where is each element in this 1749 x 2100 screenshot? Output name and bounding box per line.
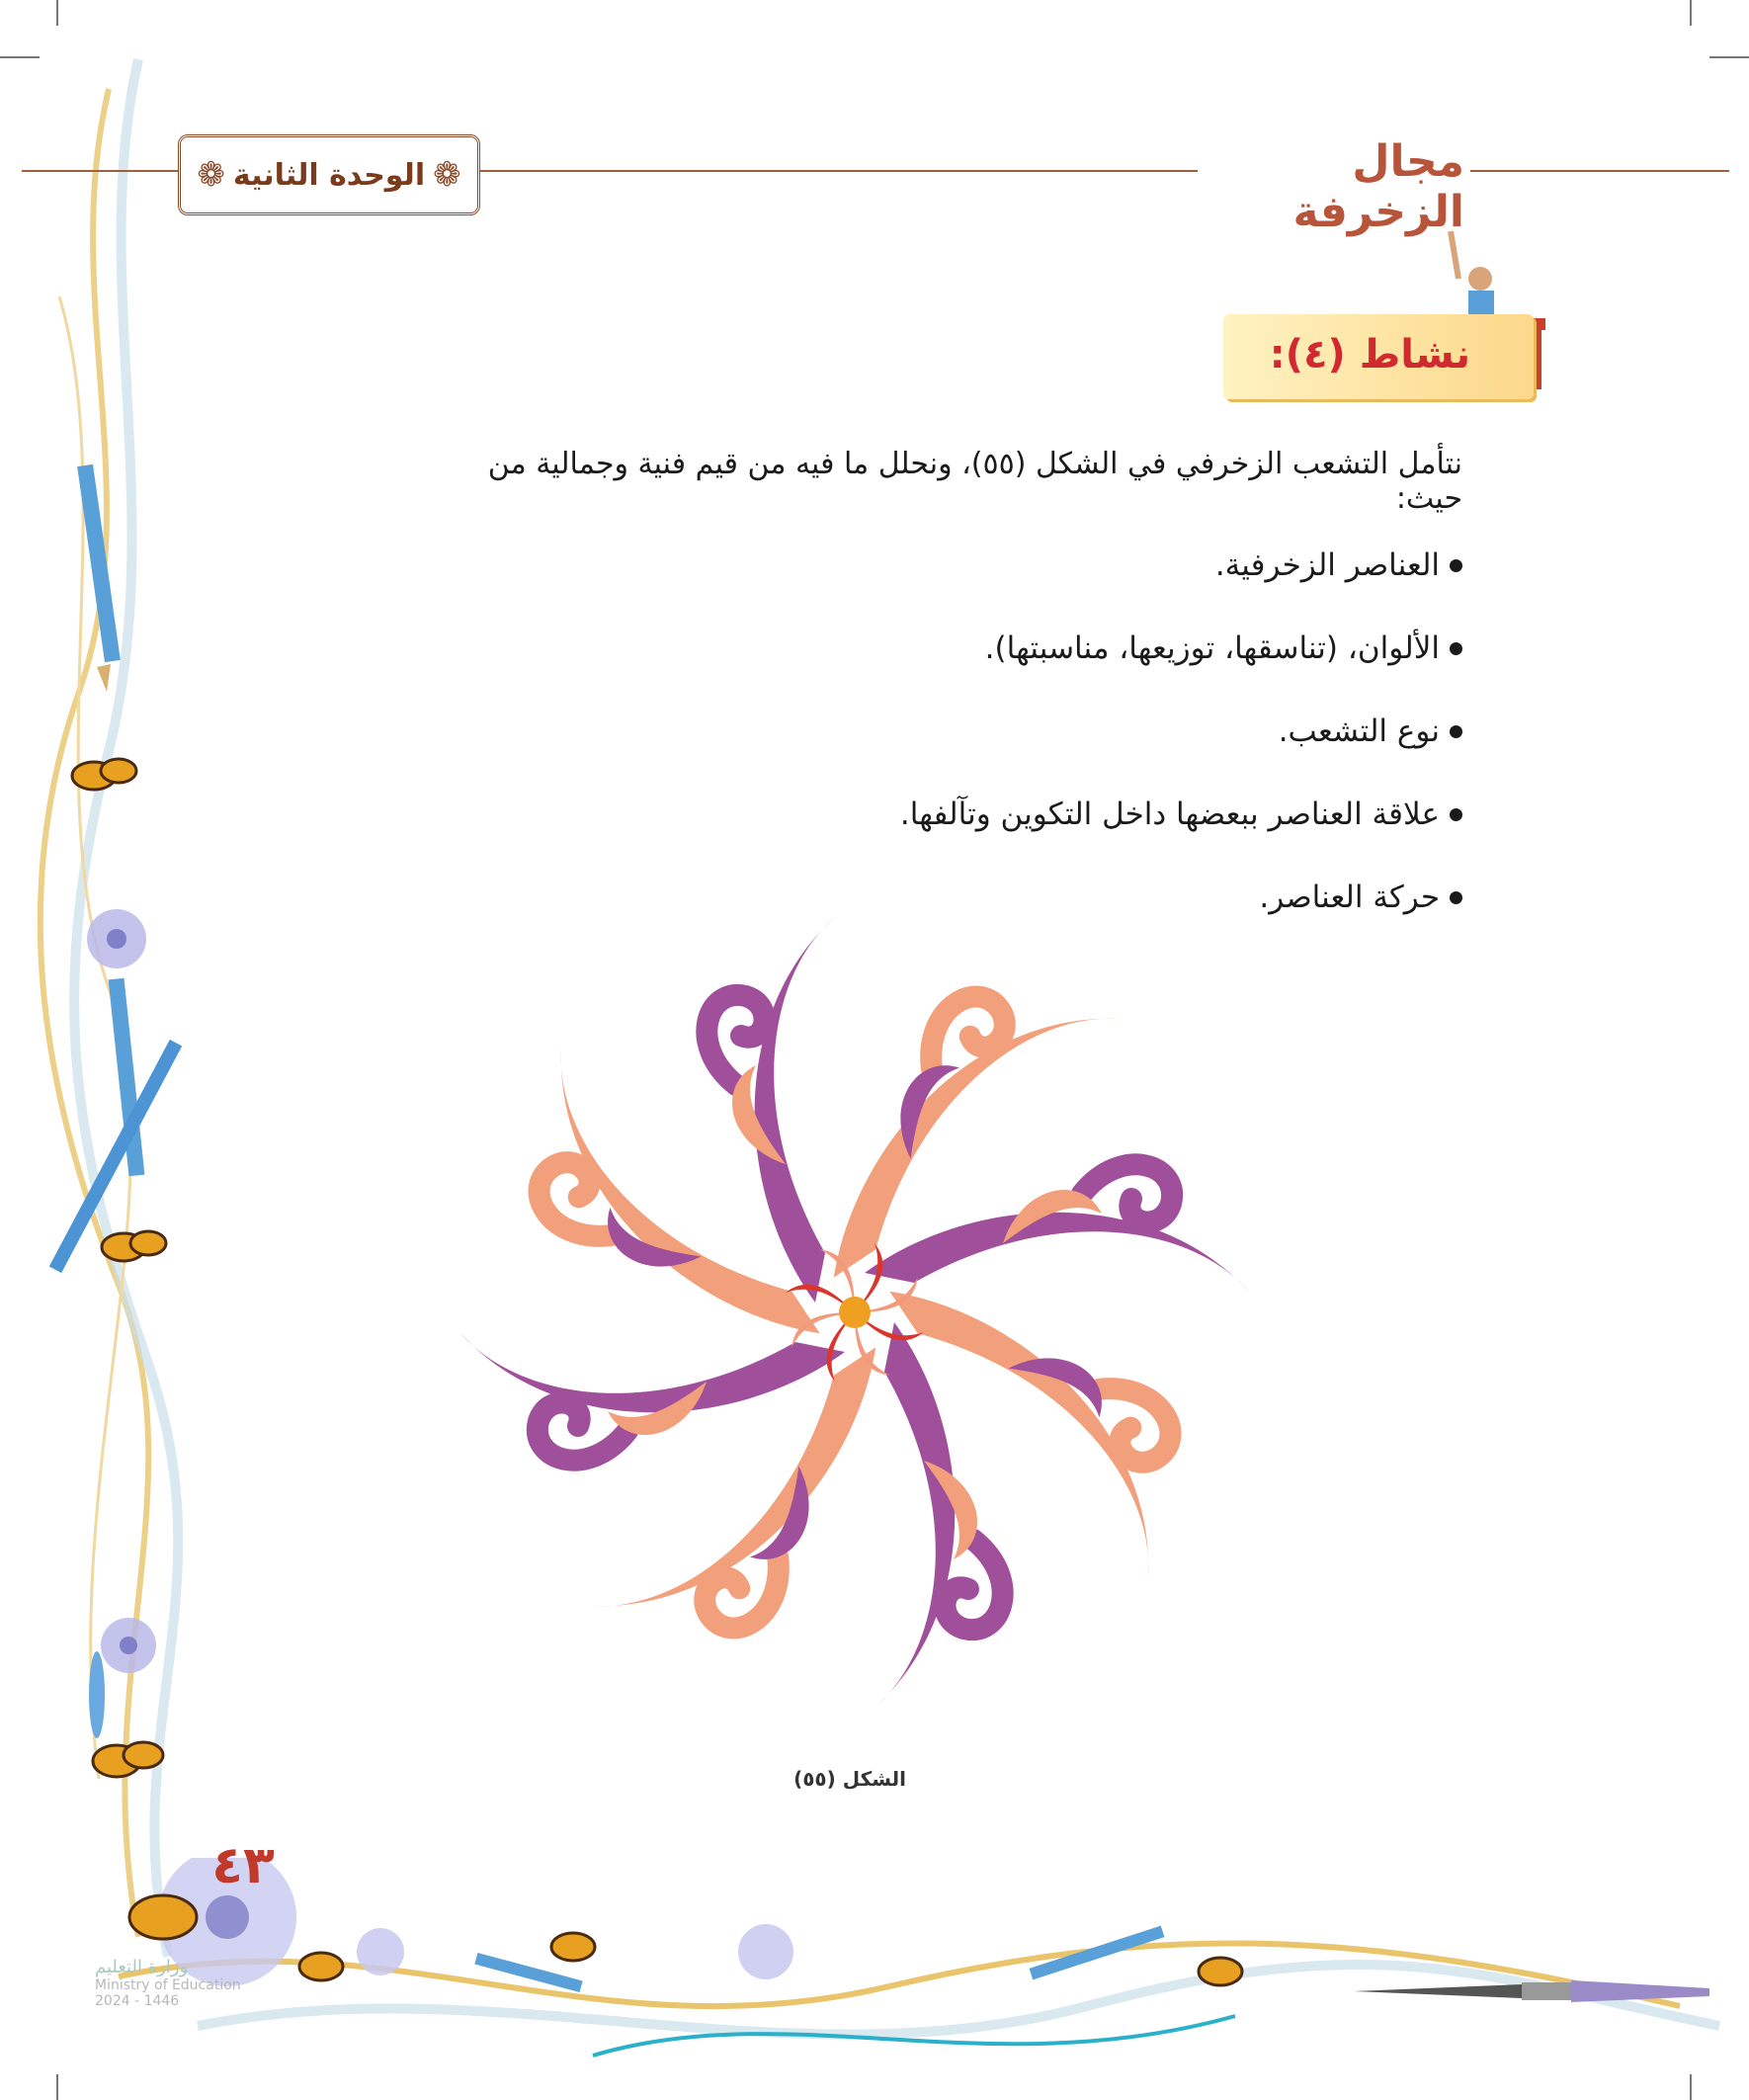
list-item bbox=[692, 690, 1462, 773]
pencil-icon bbox=[77, 464, 121, 692]
butterfly-icon bbox=[551, 1933, 595, 1961]
list-item-text: علاقة العناصر ببعضها داخل التكوين وتآلفها. bbox=[899, 797, 1440, 832]
domain-title: مجال الزخرفة bbox=[1292, 136, 1464, 237]
floral-border-left bbox=[0, 0, 217, 2100]
arabesque-rosette bbox=[435, 878, 1275, 1747]
list-item bbox=[692, 607, 1462, 690]
header-rule bbox=[1470, 170, 1729, 172]
list-item-text: حركة العناصر. bbox=[1259, 880, 1440, 915]
unit-badge bbox=[178, 134, 480, 215]
crop-mark bbox=[1709, 56, 1749, 58]
butterfly-icon bbox=[72, 759, 136, 790]
flower-icon bbox=[738, 1924, 793, 1979]
leaf-shape bbox=[89, 1651, 105, 1738]
crop-mark bbox=[1690, 0, 1692, 26]
bullet-list bbox=[692, 524, 1462, 919]
ministry-name-en: Ministry of Education bbox=[95, 1977, 241, 1993]
arabesque-arm bbox=[707, 917, 835, 1302]
ornament-icon: ❁ bbox=[197, 155, 225, 195]
bullet-icon bbox=[1450, 559, 1462, 572]
list-item bbox=[692, 773, 1462, 856]
ornament-icon: ❁ bbox=[433, 155, 461, 195]
unit-label: الوحدة الثانية bbox=[232, 157, 426, 193]
pencil-icon bbox=[1030, 1926, 1165, 1980]
bullet-icon bbox=[1450, 808, 1462, 821]
edition-year: 2024 - 1446 bbox=[95, 1993, 180, 2009]
list-item-text: العناصر الزخرفية. bbox=[1214, 547, 1440, 583]
activity-title: نشاط (٤): bbox=[1269, 332, 1470, 378]
arabesque-arm bbox=[865, 1164, 1250, 1293]
butterfly-icon bbox=[102, 1231, 166, 1261]
arabesque-arm bbox=[874, 1322, 1003, 1708]
butterfly-icon bbox=[299, 1953, 343, 1980]
figure-caption: الشكل (٥٥) bbox=[793, 1767, 906, 1791]
ministry-name-ar: وزارة التعليم bbox=[95, 1957, 189, 1977]
list-item-text: نوع التشعب. bbox=[1278, 714, 1440, 749]
list-item-text: الألوان، (تناسقها، توزيعها، مناسبتها). bbox=[984, 630, 1440, 666]
ministry-logo bbox=[95, 1957, 292, 2016]
list-item bbox=[692, 524, 1462, 607]
center-dot bbox=[839, 1297, 871, 1328]
flower-icon bbox=[357, 1928, 404, 1975]
intro-paragraph: نتأمل التشعب الزخرفي في الشكل (٥٥)، ونحلل ما فيه من قيم فنية وجمالية من حيث: bbox=[487, 447, 1462, 516]
bullet-icon bbox=[1450, 642, 1462, 655]
arabesque-arm bbox=[459, 1332, 845, 1461]
flower-icon bbox=[101, 1618, 156, 1673]
butterfly-icon bbox=[1199, 1958, 1242, 1985]
page-number: ٤٣ bbox=[211, 1836, 275, 1895]
flower-icon bbox=[87, 909, 146, 968]
bullet-icon bbox=[1450, 725, 1462, 738]
bullet-icon bbox=[1450, 891, 1462, 904]
